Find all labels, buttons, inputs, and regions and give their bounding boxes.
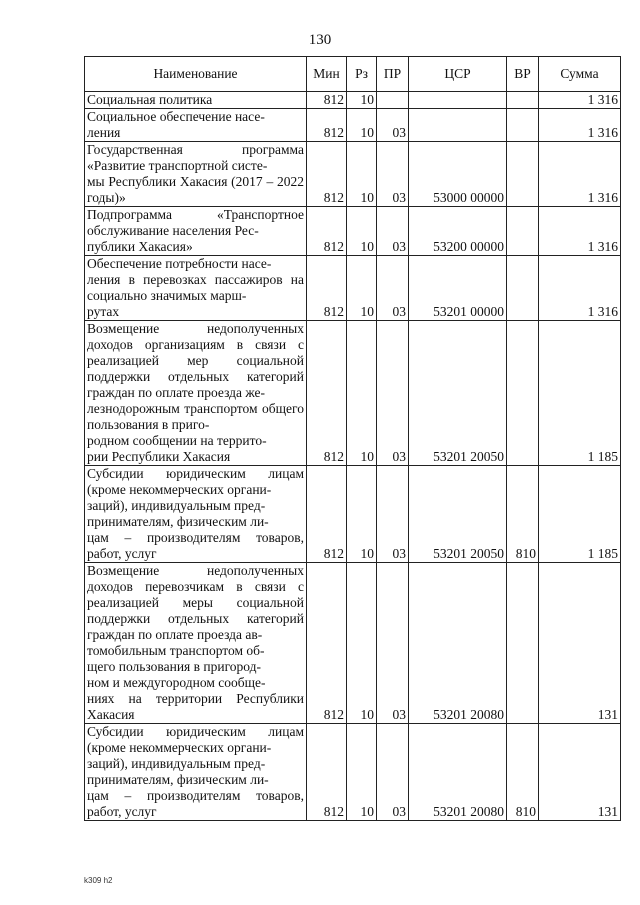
cell-pr: 03	[377, 724, 409, 821]
cell-vr	[507, 563, 539, 724]
header-name: Наименование	[85, 57, 307, 92]
cell-csr: 53201 00000	[409, 256, 507, 321]
cell-rz: 10	[347, 256, 377, 321]
table-row	[85, 321, 621, 466]
header-min: Мин	[307, 57, 347, 92]
cell-rz: 10	[347, 466, 377, 563]
footer-code: k309 h2	[84, 876, 113, 885]
cell-name: Подпрограмма «Транспортное обслуживание населения Рес- публики Хакасия»	[85, 207, 307, 256]
table-row	[85, 92, 621, 109]
budget-table	[84, 56, 621, 821]
header-vr: ВР	[507, 57, 539, 92]
cell-min: 812	[307, 92, 347, 109]
header-pr: ПР	[377, 57, 409, 92]
cell-pr: 03	[377, 256, 409, 321]
cell-pr: 03	[377, 109, 409, 142]
table-row	[85, 724, 621, 821]
table-row	[85, 256, 621, 321]
cell-csr: 53200 00000	[409, 207, 507, 256]
cell-min: 812	[307, 109, 347, 142]
cell-sum: 1 316	[539, 109, 621, 142]
table-row	[85, 563, 621, 724]
page-number: 130	[308, 32, 332, 48]
table-row	[85, 109, 621, 142]
cell-name: Обеспечение потребности насе- ления в перевозках пассажиров на социально значимых марш- рутах	[85, 256, 307, 321]
header-csr: ЦСР	[409, 57, 507, 92]
cell-sum: 1 316	[539, 142, 621, 207]
cell-min: 812	[307, 207, 347, 256]
cell-name: Субсидии юридическим лицам (кроме некоммерческих органи- заций), индивидуальным пред- принимателям, физическим ли- цам – производителям товаров, работ, услуг	[85, 466, 307, 563]
cell-name: Возмещение недополученных доходов организациям в связи с реализацией мер социальной поддержки отдельных категорий граждан по оплате проезда же- лезнодорожным транспортом общего пользования в приго- родном сообщении на террито- рии Республики Хакасия	[85, 321, 307, 466]
cell-sum: 1 316	[539, 207, 621, 256]
header-sum: Сумма	[539, 57, 621, 92]
cell-rz: 10	[347, 563, 377, 724]
cell-rz: 10	[347, 207, 377, 256]
cell-pr: 03	[377, 321, 409, 466]
cell-rz: 10	[347, 142, 377, 207]
cell-sum: 1 316	[539, 256, 621, 321]
cell-name: Возмещение недополученных доходов перевозчикам в связи с реализацией меры социальной поддержки отдельных категорий граждан по оплате проезда ав- томобильным транспортом об- щего пользования в пригород- ном и междугородном сообще- ниях на территории Республики Хакасия	[85, 563, 307, 724]
cell-rz: 10	[347, 321, 377, 466]
cell-rz: 10	[347, 92, 377, 109]
cell-vr	[507, 321, 539, 466]
cell-pr: 03	[377, 466, 409, 563]
cell-sum: 1 316	[539, 92, 621, 109]
cell-min: 812	[307, 466, 347, 563]
cell-csr: 53201 20080	[409, 724, 507, 821]
cell-min: 812	[307, 724, 347, 821]
cell-pr: 03	[377, 207, 409, 256]
cell-name: Субсидии юридическим лицам (кроме некоммерческих органи- заций), индивидуальным пред- принимателям, физическим ли- цам – производителям товаров, работ, услуг	[85, 724, 307, 821]
cell-pr: 03	[377, 142, 409, 207]
cell-sum: 1 185	[539, 466, 621, 563]
cell-csr: 53201 20080	[409, 563, 507, 724]
cell-vr: 810	[507, 724, 539, 821]
cell-vr	[507, 207, 539, 256]
table-header-row	[85, 57, 621, 92]
table-row	[85, 466, 621, 563]
cell-min: 812	[307, 142, 347, 207]
table-row	[85, 207, 621, 256]
cell-name: Социальное обеспечение насе- ления	[85, 109, 307, 142]
cell-sum: 1 185	[539, 321, 621, 466]
cell-min: 812	[307, 321, 347, 466]
table-body	[85, 92, 621, 821]
cell-sum: 131	[539, 724, 621, 821]
header-rz: Рз	[347, 57, 377, 92]
cell-csr: 53201 20050	[409, 321, 507, 466]
cell-min: 812	[307, 563, 347, 724]
cell-vr	[507, 109, 539, 142]
cell-pr	[377, 92, 409, 109]
cell-csr: 53201 20050	[409, 466, 507, 563]
cell-min: 812	[307, 256, 347, 321]
cell-csr: 53000 00000	[409, 142, 507, 207]
cell-rz: 10	[347, 724, 377, 821]
cell-csr	[409, 109, 507, 142]
cell-name: Государственная программа «Развитие транспортной систе- мы Республики Хакасия (2017 – 2022 годы)»	[85, 142, 307, 207]
cell-vr	[507, 92, 539, 109]
cell-rz: 10	[347, 109, 377, 142]
cell-name: Социальная политика	[85, 92, 307, 109]
cell-pr: 03	[377, 563, 409, 724]
table-row	[85, 142, 621, 207]
cell-sum: 131	[539, 563, 621, 724]
cell-vr: 810	[507, 466, 539, 563]
cell-csr	[409, 92, 507, 109]
cell-vr	[507, 142, 539, 207]
cell-vr	[507, 256, 539, 321]
